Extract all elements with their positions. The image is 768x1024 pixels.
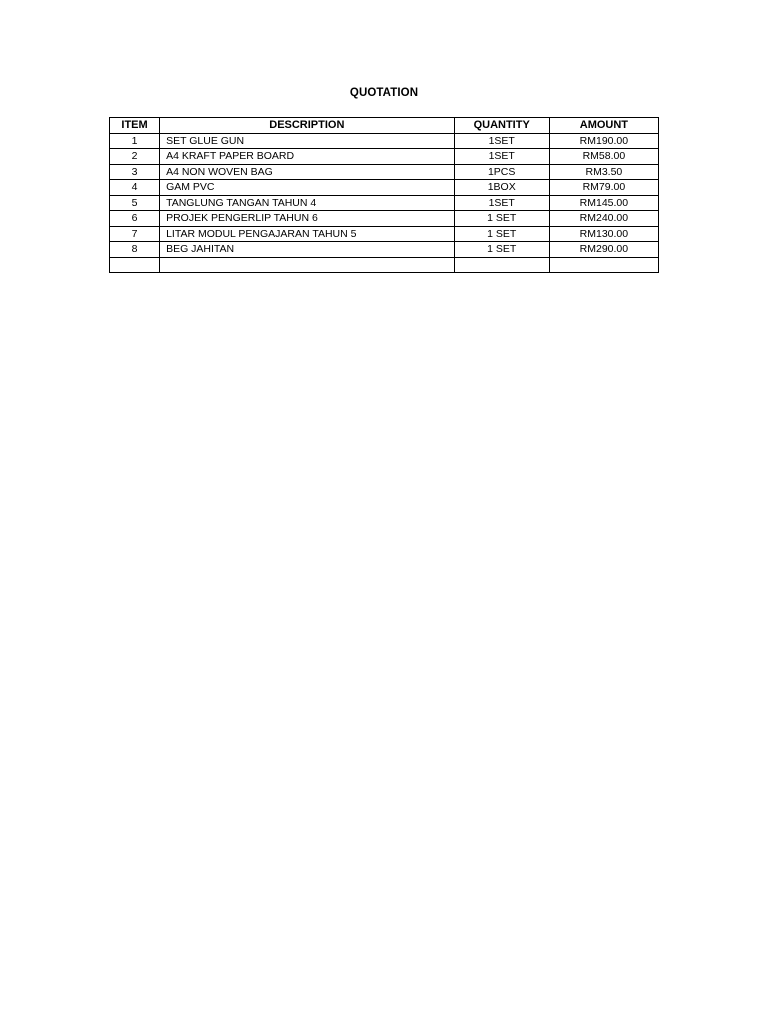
cell-quantity: 1 SET bbox=[454, 211, 549, 227]
cell-item: 2 bbox=[110, 149, 160, 165]
header-item: ITEM bbox=[110, 118, 160, 134]
cell-amount: RM130.00 bbox=[549, 226, 658, 242]
table-row bbox=[110, 164, 659, 180]
cell-amount: RM240.00 bbox=[549, 211, 658, 227]
cell-description: LITAR MODUL PENGAJARAN TAHUN 5 bbox=[160, 226, 455, 242]
cell-amount: RM290.00 bbox=[549, 242, 658, 258]
table-row bbox=[110, 195, 659, 211]
table-row bbox=[110, 226, 659, 242]
empty-cell bbox=[454, 257, 549, 273]
empty-cell bbox=[160, 257, 455, 273]
cell-quantity: 1SET bbox=[454, 149, 549, 165]
cell-description: A4 KRAFT PAPER BOARD bbox=[160, 149, 455, 165]
cell-description: PROJEK PENGERLIP TAHUN 6 bbox=[160, 211, 455, 227]
cell-item: 7 bbox=[110, 226, 160, 242]
cell-item: 5 bbox=[110, 195, 160, 211]
cell-item: 3 bbox=[110, 164, 160, 180]
header-quantity: QUANTITY bbox=[454, 118, 549, 134]
cell-amount: RM58.00 bbox=[549, 149, 658, 165]
table-row bbox=[110, 180, 659, 196]
cell-amount: RM190.00 bbox=[549, 133, 658, 149]
empty-cell bbox=[549, 257, 658, 273]
cell-amount: RM145.00 bbox=[549, 195, 658, 211]
quotation-table bbox=[109, 117, 659, 273]
page-title: QUOTATION bbox=[349, 87, 419, 99]
cell-quantity: 1 SET bbox=[454, 226, 549, 242]
table-row bbox=[110, 133, 659, 149]
cell-description: BEG JAHITAN bbox=[160, 242, 455, 258]
cell-item: 8 bbox=[110, 242, 160, 258]
cell-description: A4 NON WOVEN BAG bbox=[160, 164, 455, 180]
cell-quantity: 1PCS bbox=[454, 164, 549, 180]
cell-amount: RM3.50 bbox=[549, 164, 658, 180]
cell-quantity: 1SET bbox=[454, 195, 549, 211]
header-amount: AMOUNT bbox=[549, 118, 658, 134]
cell-quantity: 1 SET bbox=[454, 242, 549, 258]
empty-cell bbox=[110, 257, 160, 273]
empty-table-row bbox=[110, 257, 659, 273]
table-row bbox=[110, 242, 659, 258]
header-description: DESCRIPTION bbox=[160, 118, 455, 134]
cell-description: GAM PVC bbox=[160, 180, 455, 196]
cell-description: SET GLUE GUN bbox=[160, 133, 455, 149]
table-row bbox=[110, 149, 659, 165]
cell-item: 4 bbox=[110, 180, 160, 196]
table-header-row bbox=[110, 118, 659, 134]
cell-item: 6 bbox=[110, 211, 160, 227]
cell-description: TANGLUNG TANGAN TAHUN 4 bbox=[160, 195, 455, 211]
table-row bbox=[110, 211, 659, 227]
cell-quantity: 1BOX bbox=[454, 180, 549, 196]
cell-quantity: 1SET bbox=[454, 133, 549, 149]
cell-item: 1 bbox=[110, 133, 160, 149]
cell-amount: RM79.00 bbox=[549, 180, 658, 196]
